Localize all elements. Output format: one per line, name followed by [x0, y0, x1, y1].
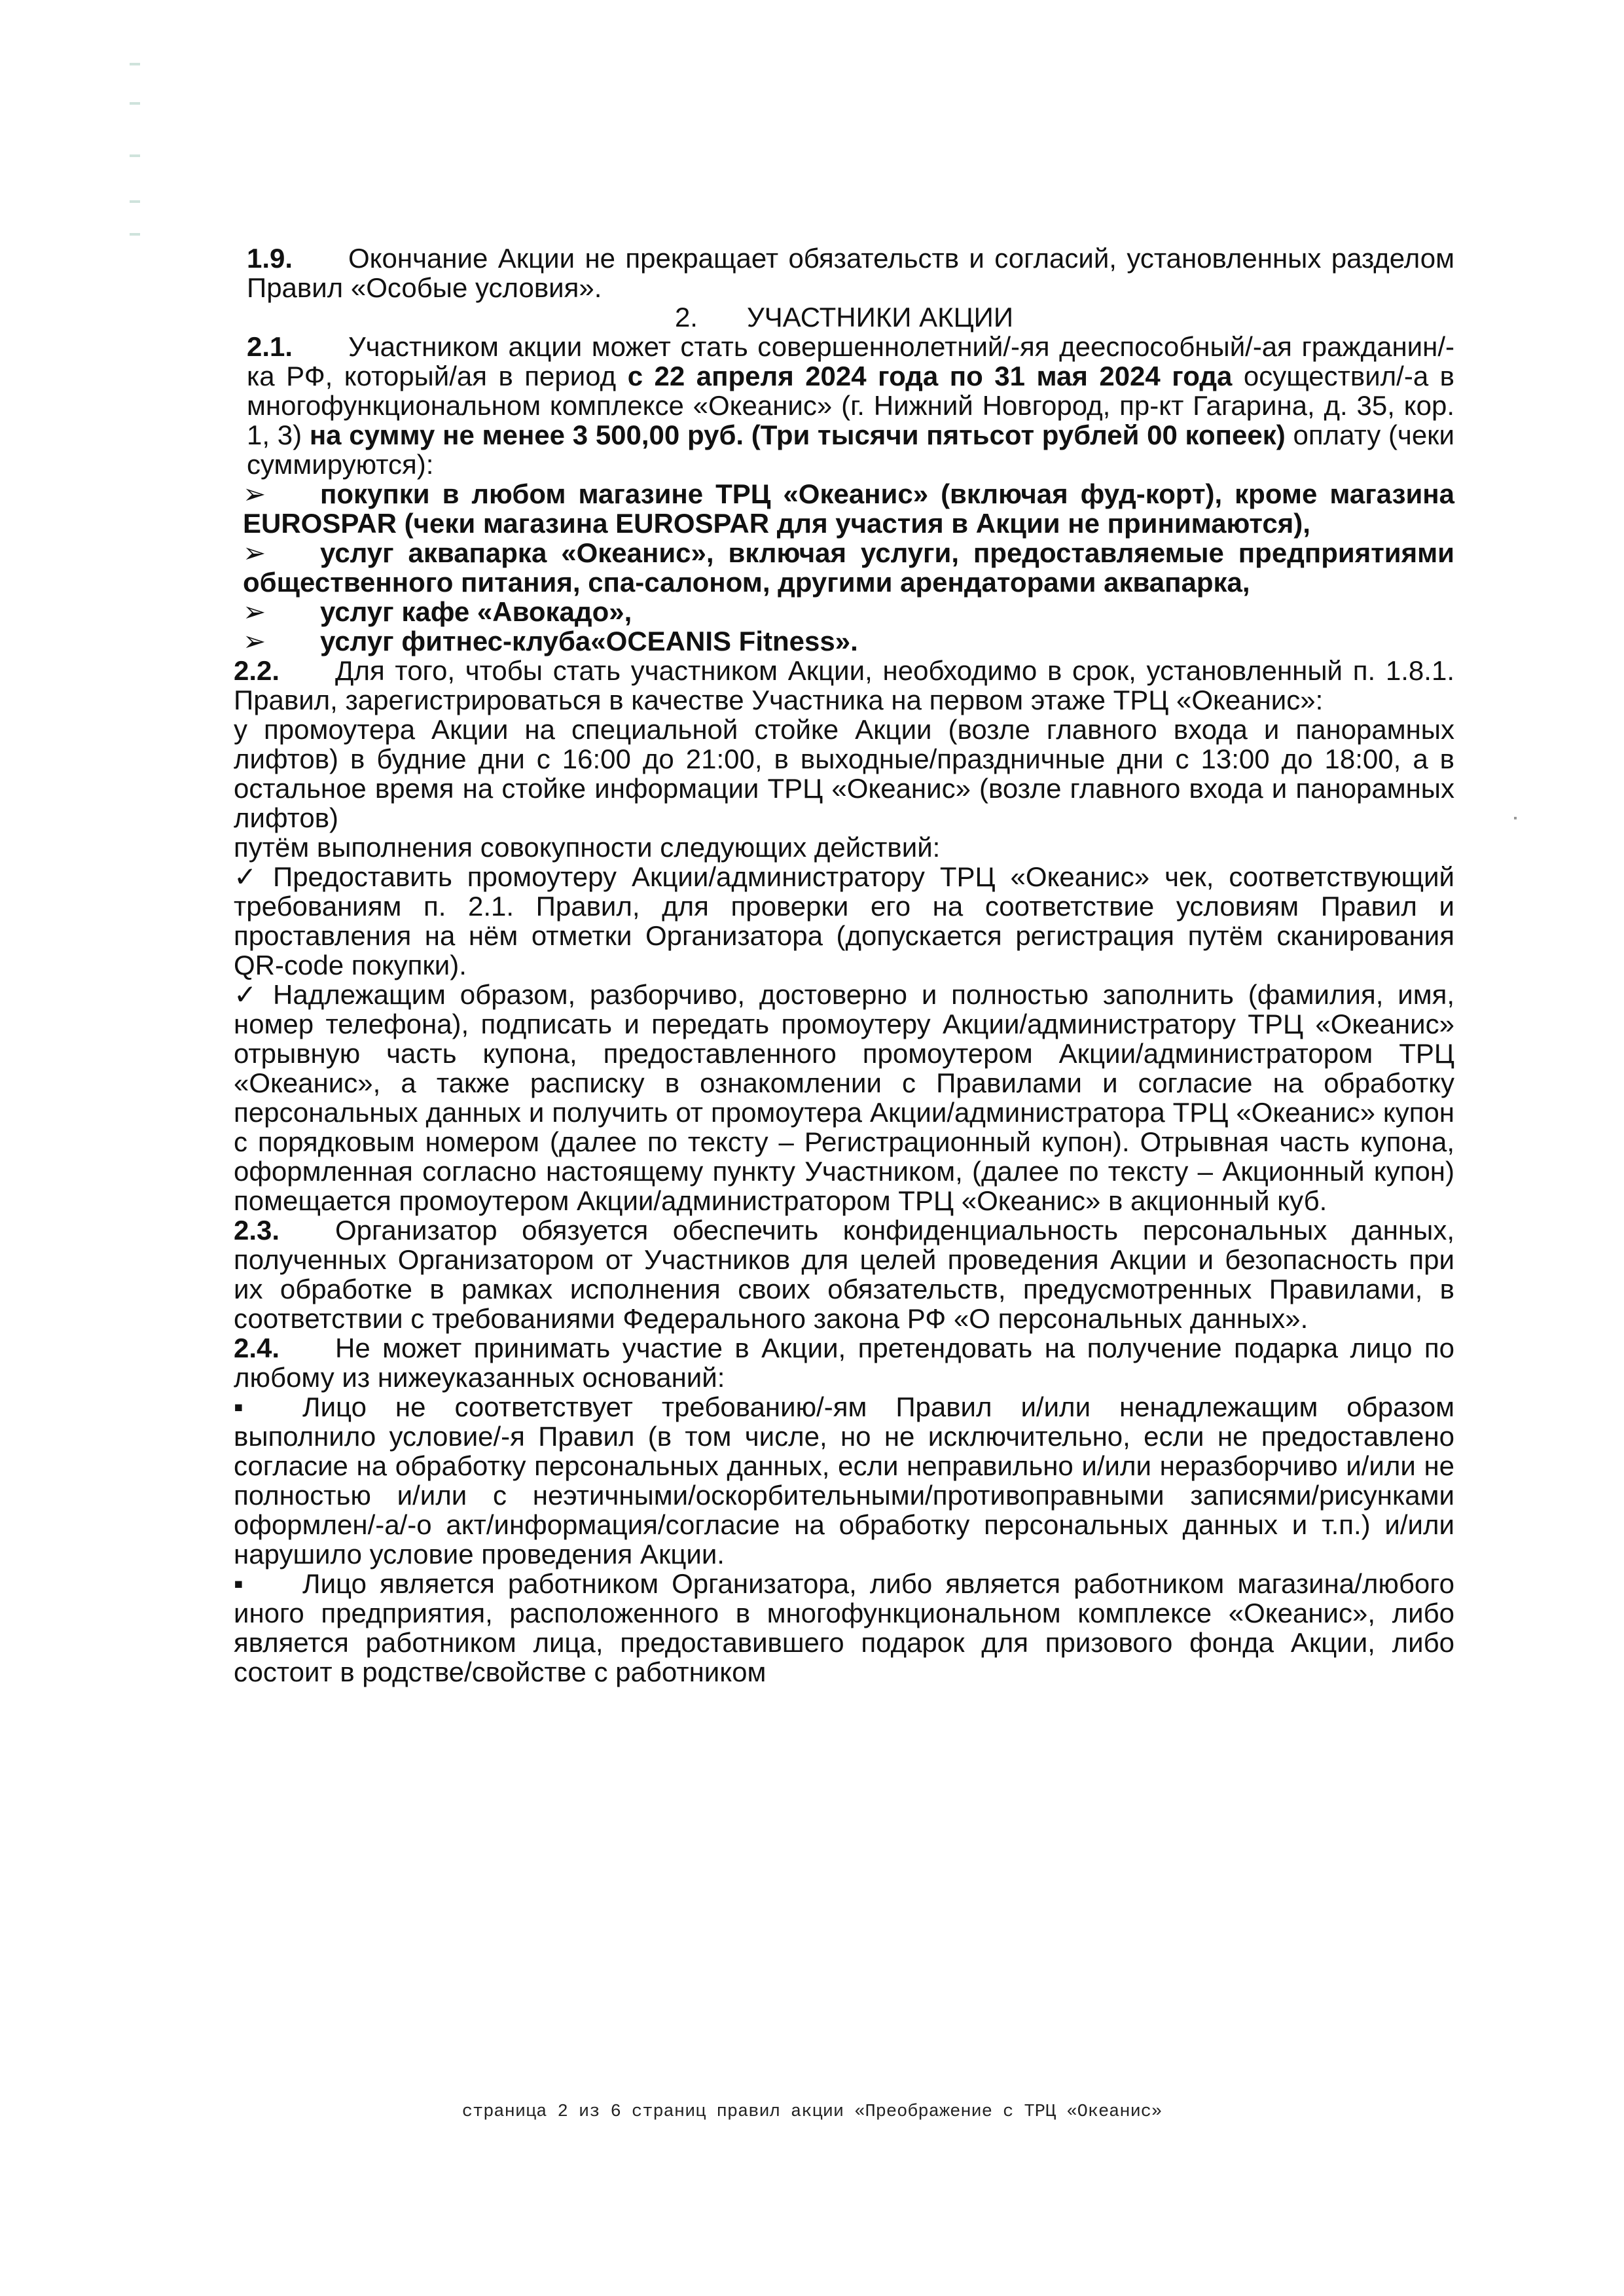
period-dates: с 22 апреля 2024 года по 31 мая 2024 года	[627, 361, 1233, 391]
scan-artifact	[130, 63, 140, 65]
list-item-text: покупки в любом магазине ТРЦ «Океанис» (включая фуд-корт), кроме магазина EUROSPAR (чеки магазина EUROSPAR для участия в Акции не принимаются),	[243, 478, 1454, 539]
clause-2-4	[234, 1333, 1454, 1392]
minimum-sum: на сумму не менее 3 500,00 руб. (Три тысячи пятьсот рублей 00 копеек)	[309, 420, 1286, 450]
clause-1-9	[247, 243, 1454, 302]
clause-text: Окончание Акции не прекращает обязательств и согласий, установленных разделом Правил «Особые условия».	[247, 243, 1454, 303]
square-bullet-icon: ▪	[234, 1568, 244, 1599]
list-item-text: Надлежащим образом, разборчиво, достоверно и полностью заполнить (фамилия, имя, номер телефона), подписать и передать промоутеру Акции/администратору ТРЦ «Океанис» отрывную часть купона, предоставленного промоутером Акции/администратором ТРЦ «Океанис», а также расписку в ознакомлении с Правилами и согласие на обработку персональных данных и получить от промоутера Акции/администратора ТРЦ «Океанис» купон с порядковым номером (далее по тексту – Регистрационный купон). Отрывная часть купона, оформленная согласно настоящему пункту Участником, (далее по тексту – Акционный купон) помещается промоутером Акции/администратором ТРЦ «Океанис» в акционный куб.	[234, 979, 1454, 1216]
clause-text: Организатор обязуется обеспечить конфиденциальность персональных данных, полученных Организатором от Участников для целей проведения Акции и безопасность при их обработке в рамках исполнения своих обязательств, предусмотренных Правилами, в соответствии с требованиями Федерального закона РФ «О персональных данных».	[234, 1215, 1454, 1334]
clause-2-2	[234, 656, 1454, 715]
page-footer: страница 2 из 6 страниц правил акции «Преображение с ТРЦ «Океанис»	[461, 2102, 1163, 2122]
list-item	[234, 1392, 1454, 1569]
square-bullet-icon: ▪	[234, 1391, 244, 1422]
scan-artifact	[130, 233, 140, 236]
list-item	[234, 980, 1454, 1215]
clause-text: Для того, чтобы стать участником Акции, необходимо в срок, установленный п. 1.8.1. Правил, зарегистрироваться в качестве Участника на первом этаже ТРЦ «Океанис»:	[234, 655, 1454, 715]
clause-text: Не может принимать участие в Акции, претендовать на получение подарка лицо по любому из нижеуказанных оснований:	[234, 1333, 1454, 1393]
scan-artifact	[130, 200, 140, 203]
section-heading	[234, 302, 1454, 332]
arrow-bullet-icon: ➢	[243, 596, 266, 627]
clause-number: 2.4.	[234, 1333, 280, 1363]
list-item	[243, 479, 1454, 538]
list-item	[234, 862, 1454, 980]
arrow-bullet-icon: ➢	[243, 478, 266, 509]
clause-text: Участником акции может стать совершеннолетний/-яя дееспособный/-ая гражданин/-ка РФ, который/ая в период	[247, 331, 1454, 391]
clause-number: 1.9.	[247, 243, 293, 274]
scan-artifact	[130, 154, 140, 157]
scan-artifact	[130, 102, 140, 105]
list-item-text: услуг фитнес-клуба«OCEANIS Fitness».	[320, 626, 858, 656]
section-number: 2.	[674, 302, 698, 332]
check-bullet-icon: ✓	[234, 979, 257, 1010]
list-item	[234, 1569, 1454, 1687]
list-item-text: услуг кафе «Авокадо»,	[320, 596, 632, 627]
clause-2-1	[247, 332, 1454, 479]
list-item-text: Предоставить промоутеру Акции/администратору ТРЦ «Океанис» чек, соответствующий требованиям п. 2.1. Правил, для проверки его на соответствие условиям Правил и проставления на нём отметки Организатора (допускается регистрация путём сканирования QR-code покупки).	[234, 861, 1454, 980]
list-item-text: Лицо является работником Организатора, либо является работником магазина/любого иного предприятия, расположенного в многофункциональном комплексе «Океанис», либо является работником лица, предоставившего подарок для призового фонда Акции, либо состоит в родстве/свойстве с работником	[234, 1568, 1454, 1687]
steps-intro: путём выполнения совокупности следующих действий:	[234, 832, 941, 863]
section-title: УЧАСТНИКИ АКЦИИ	[746, 302, 1014, 332]
document-body	[234, 243, 1454, 1687]
scan-artifact	[1514, 817, 1517, 819]
clause-number: 2.2.	[234, 655, 280, 686]
list-item-text: Лицо не соответствует требованию/-ям Правил и/или ненадлежащим образом выполнило условие/-я Правил (в том числе, но не исключительно, если не предоставлено согласие на обработку персональных данных, если неправильно и/или неразборчиво и/или не полностью и/или с неэтичными/оскорбительными/противоправными записями/рисунками оформлен/-а/-о акт/информация/согласие на обработку персональных данных и т.п.) и/или нарушило условие проведения Акции.	[234, 1391, 1454, 1570]
clause-2-3	[234, 1215, 1454, 1333]
clause-text: оплату (чеки суммируются):	[247, 420, 1455, 480]
list-item	[243, 597, 1454, 626]
promoter-location: у промоутера Акции на специальной стойке Акции (возле главного входа и панорамных лифтов) в будние дни с 16:00 до 21:00, в выходные/праздничные дни с 13:00 до 18:00, а в остальное время на стойке информации ТРЦ «Океанис» (возле главного входа и панорамных лифтов)	[234, 714, 1454, 833]
list-item-text: услуг аквапарка «Океанис», включая услуги, предоставляемые предприятиями общественного питания, спа-салоном, другими арендаторами аквапарка,	[243, 537, 1454, 598]
list-item	[243, 538, 1454, 597]
clause-number: 2.1.	[247, 331, 293, 362]
arrow-bullet-icon: ➢	[243, 626, 266, 656]
arrow-bullet-icon: ➢	[243, 537, 266, 568]
list-item	[243, 626, 1454, 656]
clause-text: осуществил/-а в многофункциональном комплексе «Океанис» (г. Нижний Новгород, пр-кт Гагарина, д. 35, кор. 1, 3)	[247, 361, 1454, 450]
clause-number: 2.3.	[234, 1215, 280, 1246]
check-bullet-icon: ✓	[234, 861, 257, 892]
